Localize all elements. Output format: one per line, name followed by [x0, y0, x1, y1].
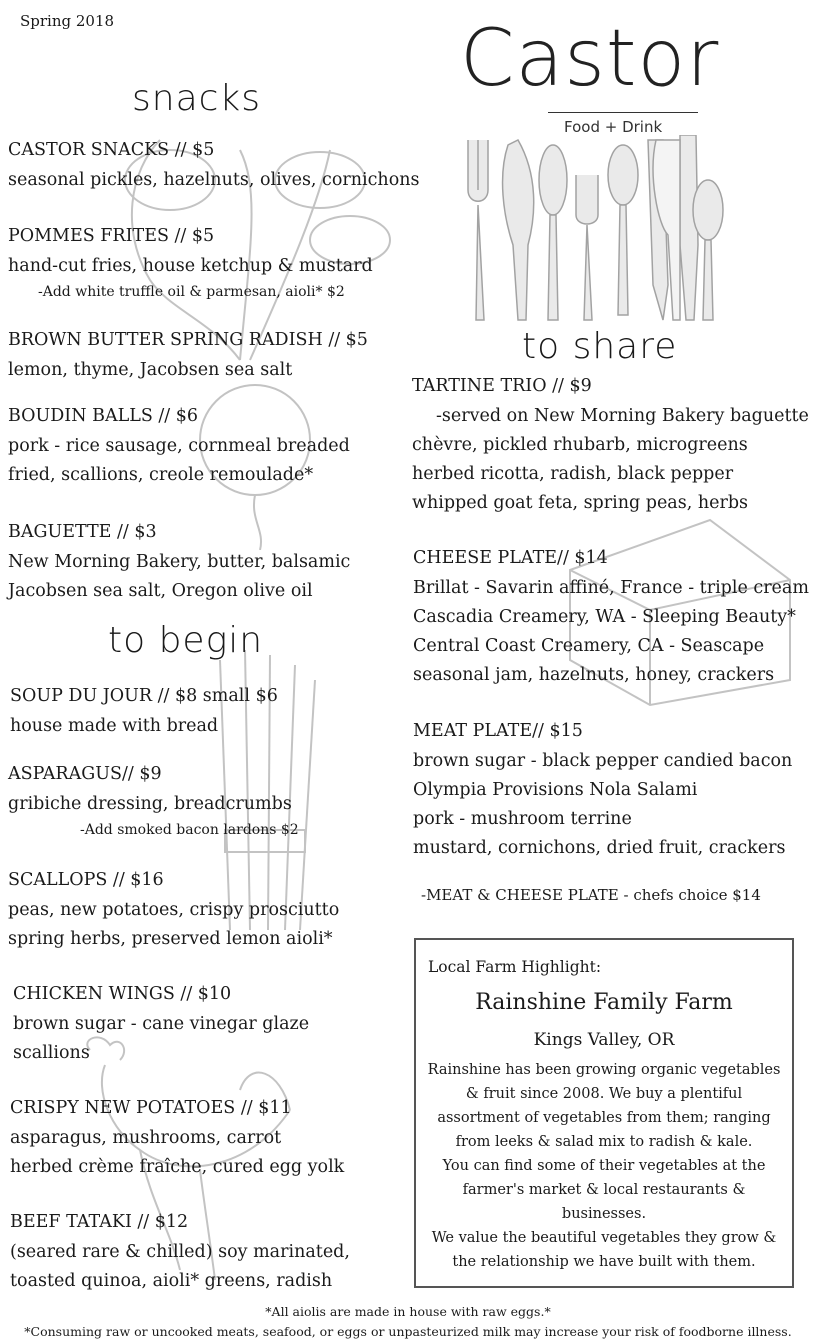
farm-desc-line: businesses. [561, 1206, 647, 1222]
menu-item-desc: peas, new potatoes, crispy prosciutto [8, 900, 340, 920]
menu-item-desc: hand-cut fries, house ketchup & mustard [8, 256, 373, 276]
menu-item-title: CRISPY NEW POTATOES // $11 [10, 1098, 292, 1118]
castor-logo [460, 14, 730, 136]
menu-item-title: SOUP DU JOUR // $8 small $6 [10, 686, 278, 706]
menu-item-desc: seasonal pickles, hazelnuts, olives, cornichons [8, 170, 420, 190]
menu-item-desc: scallions [13, 1043, 90, 1063]
menu-item-desc: -served on New Morning Bakery baguette [436, 406, 809, 426]
menu-item-desc: spring herbs, preserved lemon aioli* [8, 929, 333, 949]
menu-item-desc: pork - mushroom terrine [413, 809, 632, 829]
menu-item-desc: chèvre, pickled rhubarb, microgreens [412, 435, 748, 455]
menu-item-desc: Central Coast Creamery, CA - Seascape [413, 636, 765, 656]
season-label: Spring 2018 [20, 12, 115, 30]
farm-desc-line: Rainshine has been growing organic vegetables [427, 1062, 781, 1078]
farm-name: Rainshine Family Farm [475, 990, 733, 1015]
farm-desc-line: assortment of vegetables from them; ranging [437, 1110, 771, 1126]
menu-item-title: CHICKEN WINGS // $10 [13, 984, 232, 1004]
menu-item-desc: Brillat - Savarin affiné, France - triple cream [413, 578, 809, 598]
farm-desc-line: You can find some of their vegetables at the [442, 1158, 766, 1174]
menu-item-desc: gribiche dressing, breadcrumbs [8, 794, 292, 814]
menu-item-title: BAGUETTE // $3 [8, 522, 157, 542]
farm-desc-line: from leeks & salad mix to radish & kale. [455, 1134, 753, 1150]
menu-item-desc: Olympia Provisions Nola Salami [413, 780, 698, 800]
footer-aioli-note: *All aiolis are made in house with raw eggs.* [265, 1304, 551, 1319]
menu-item-title: SCALLOPS // $16 [8, 870, 164, 890]
menu-item-title: MEAT PLATE// $15 [413, 721, 583, 741]
section-title-to-begin: to begin [108, 620, 264, 661]
footer-health-warning: *Consuming raw or uncooked meats, seafood, or eggs or unpasteurized milk may increase your risk of foodborne illness. [24, 1324, 792, 1339]
farm-desc-line: the relationship we have built with them. [452, 1254, 756, 1270]
menu-item-desc: seasonal jam, hazelnuts, honey, crackers [413, 665, 775, 685]
menu-item-desc: pork - rice sausage, cornmeal breaded [8, 436, 350, 456]
farm-label: Local Farm Highlight: [428, 958, 602, 976]
farm-desc-line: We value the beautiful vegetables they grow & [431, 1230, 777, 1246]
farm-desc-line: & fruit since 2008. We buy a plentiful [465, 1086, 743, 1102]
menu-item-title: ASPARAGUS// $9 [8, 764, 162, 784]
section-title-snacks: snacks [132, 78, 262, 119]
combo-plate-note: -MEAT & CHEESE PLATE - chefs choice $14 [421, 886, 761, 904]
menu-item-desc: brown sugar - black pepper candied bacon [413, 751, 793, 771]
menu-item-desc: (seared rare & chilled) soy marinated, [10, 1242, 350, 1262]
menu-item-desc: asparagus, mushrooms, carrot [10, 1128, 282, 1148]
menu-item-title: BROWN BUTTER SPRING RADISH // $5 [8, 330, 368, 350]
menu-item-desc: fried, scallions, creole remoulade* [8, 465, 314, 485]
menu-item-title: CHEESE PLATE// $14 [413, 548, 608, 568]
menu-item-title: TARTINE TRIO // $9 [412, 376, 592, 396]
menu-item-title: CASTOR SNACKS // $5 [8, 140, 215, 160]
farm-desc-line: farmer's market & local restaurants & [462, 1182, 746, 1198]
logo-tagline: Food + Drink [564, 118, 663, 136]
menu-item-title: POMMES FRITES // $5 [8, 226, 215, 246]
menu-item-addon: -Add smoked bacon lardons $2 [80, 822, 299, 838]
menu-item-desc: lemon, thyme, Jacobsen sea salt [8, 360, 293, 380]
farm-description [424, 1058, 784, 1274]
menu-item-desc: brown sugar - cane vinegar glaze [13, 1014, 310, 1034]
menu-item-desc: whipped goat feta, spring peas, herbs [412, 493, 749, 513]
menu-item-desc: herbed crème fraîche, cured egg yolk [10, 1157, 345, 1177]
cutlery-illustration [458, 135, 728, 325]
menu-item-desc: Jacobsen sea salt, Oregon olive oil [8, 581, 313, 601]
menu-item-desc: herbed ricotta, radish, black pepper [412, 464, 734, 484]
menu-item-title: BEEF TATAKI // $12 [10, 1212, 189, 1232]
logo-name: Castor [460, 14, 720, 104]
menu-item-desc: New Morning Bakery, butter, balsamic [8, 552, 351, 572]
farm-highlight-box [414, 938, 794, 1288]
menu-item-desc: house made with bread [10, 716, 219, 736]
section-title-to-share: to share [522, 326, 678, 367]
menu-item-title: BOUDIN BALLS // $6 [8, 406, 199, 426]
menu-item-addon: -Add white truffle oil & parmesan, aioli* $2 [38, 284, 345, 300]
menu-item-desc: toasted quinoa, aioli* greens, radish [10, 1271, 333, 1291]
farm-location: Kings Valley, OR [533, 1030, 675, 1050]
menu-item-desc: Cascadia Creamery, WA - Sleeping Beauty* [413, 607, 796, 627]
logo-rule [548, 112, 698, 113]
menu-item-desc: mustard, cornichons, dried fruit, crackers [413, 838, 786, 858]
